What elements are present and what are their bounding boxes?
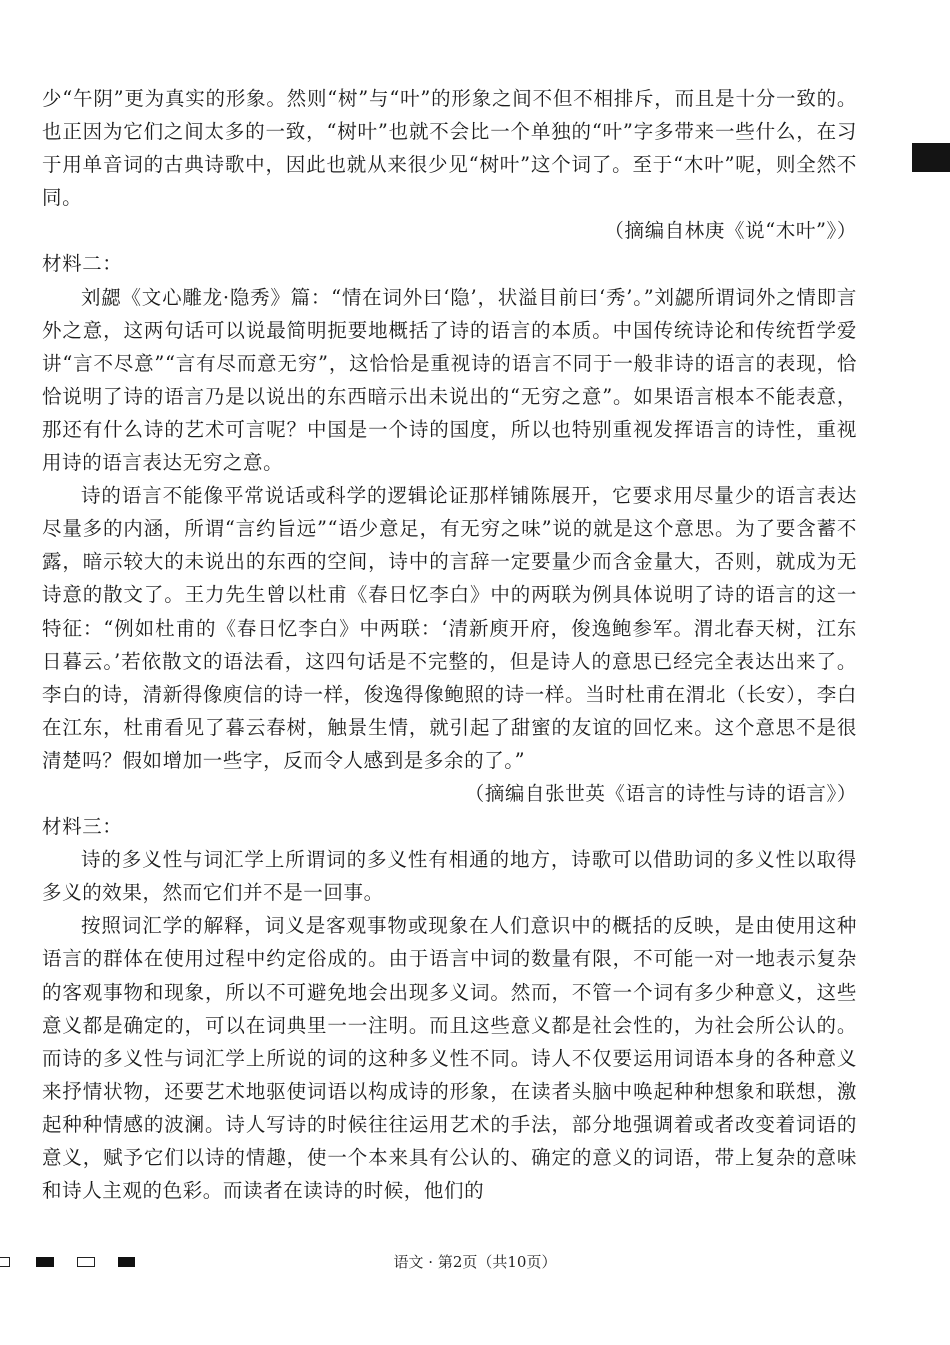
material-2-paragraph-1: 刘勰《文心雕龙·隐秀》篇：“情在词外曰‘隐’，状溢目前曰‘秀’。”刘勰所谓词外之情即言外之意，这两句话可以说最简明扼要地概括了诗的语言的本质。中国传统诗论和传统哲学爱讲“言不尽意”“言有尽而意无穷”，这恰恰是重视诗的语言不同于一般非诗的语言的表现，恰恰说明了诗的语言乃是以说出的东西暗示出未说出的“无穷之意”。如果语言根本不能表意，那还有什么诗的艺术可言呢？中国是一个诗的国度，所以也特别重视发挥语言的诗性，重视用诗的语言表达无穷之意。: [42, 285, 857, 475]
page-number-label: 语文 · 第2页（共10页）: [393, 1253, 557, 1271]
source-citation-1: （摘编自林庚《说“木叶”》）: [604, 219, 857, 243]
material-3-paragraph-2: 按照词汇学的解释，词义是客观事物或现象在人们意识中的概括的反映，是由使用这种语言的群体在使用过程中约定俗成的。由于语言中词的数量有限，不可能一对一地表示复杂的客观事物和现象，所以不可避免地会出现多义词。然而，不管一个词有多少种意义，这些意义都是确定的，可以在词典里一一注明。而且这些意义都是社会性的，为社会所公认的。而诗的多义性与词汇学上所说的词的这种多义性不同。诗人不仅要运用词语本身的各种意义来抒情状物，还要艺术地驱使词语以构成诗的形象，在读者头脑中唤起种种想象和联想，激起种种情感的波澜。诗人写诗的时候往往运用艺术的手法，部分地强调着或者改变着词语的意义，赋予它们以诗的情趣，使一个本来具有公认的、确定的意义的词语，带上复杂的意味和诗人主观的色彩。而读者在读诗的时候，他们的: [42, 914, 857, 1203]
material-2-heading: 材料二：: [42, 252, 123, 276]
source-citation-2: （摘编自张世英《语言的诗性与诗的语言》）: [464, 781, 857, 805]
paragraph-continuation: 少“午阴”更为真实的形象。然则“树”与“叶”的形象之间不但不相排斥，而且是十分一致的。也正因为它们之间太多的一致，“树叶”也就不会比一个单独的“叶”字多带来一些什么，在习于用单音词的古典诗歌中，因此也就从来很少见“树叶”这个词了。至于“木叶”呢，则全然不同。: [42, 87, 857, 210]
material-2-paragraph-2: 诗的语言不能像平常说话或科学的逻辑论证那样铺陈展开，它要求用尽量少的语言表达尽量多的内涵，所谓“言约旨远”“语少意足，有无穷之味”说的就是这个意思。为了要含蓄不露，暗示较大的未说出的东西的空间，诗中的言辞一定要量少而含金量大，否则，就成为无诗意的散文了。王力先生曾以杜甫《春日忆李白》中的两联为例具体说明了诗的语言的这一特征：“例如杜甫的《春日忆李白》中两联：‘清新庾开府，俊逸鲍参军。渭北春天树，江东日暮云。’若依散文的语法看，这四句话是不完整的，但是诗人的意思已经完全表达出来了。李白的诗，清新得像庾信的诗一样，俊逸得像鲍照的诗一样。当时杜甫在渭北（长安），李白在江东，杜甫看见了暮云春树，触景生情，就引起了甜蜜的友谊的回忆来。这个意思不是很清楚吗？假如增加一些字，反而令人感到是多余的了。”: [42, 484, 857, 772]
material-3-heading: 材料三：: [42, 815, 123, 839]
article-body: [42, 82, 857, 1207]
edge-marker: [912, 143, 950, 172]
material-3-paragraph-1: 诗的多义性与词汇学上所谓词的多义性有相通的地方，诗歌可以借助词的多义性以取得多义的效果，然而它们并不是一回事。: [42, 848, 857, 905]
page-footer: [0, 1250, 950, 1274]
